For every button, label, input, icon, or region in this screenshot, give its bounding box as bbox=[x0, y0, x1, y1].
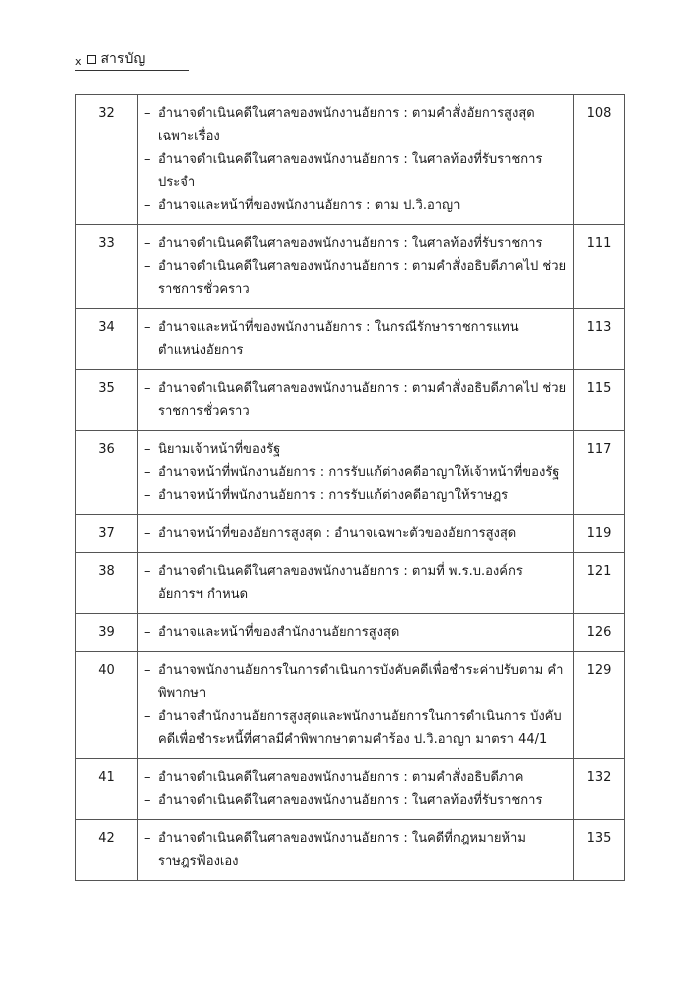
row-number: 41 bbox=[98, 770, 115, 785]
page-number-cell bbox=[574, 820, 625, 881]
bullet-dash-icon: – bbox=[144, 152, 151, 167]
topic-cell bbox=[138, 614, 574, 652]
bullet-dash-icon: – bbox=[144, 663, 151, 678]
bullet-dash-icon: – bbox=[144, 831, 151, 846]
list-item bbox=[144, 102, 567, 148]
table-row bbox=[76, 820, 625, 881]
topic-cell bbox=[138, 309, 574, 370]
list-item bbox=[144, 621, 567, 644]
topic-text: อำนาจและหน้าที่ของพนักงานอัยการ : ในกรณีรักษาราชการแทน ตำแหน่งอัยการ bbox=[158, 320, 519, 358]
list-item bbox=[144, 827, 567, 873]
topic-text: อำนาจหน้าที่พนักงานอัยการ : การรับแก้ต่างคดีอาญาให้เจ้าหน้าที่ของรัฐ bbox=[158, 465, 560, 480]
list-item bbox=[144, 659, 567, 705]
topic-text: อำนาจสำนักงานอัยการสูงสุดและพนักงานอัยการในการดำเนินการ บังคับคดีเพื่อชำระหนี้ที่ศาลมีคำพิพากษาตามคำร้อง ป.วิ.อาญา มาตรา 44/1 bbox=[158, 709, 562, 747]
page-number: 126 bbox=[586, 625, 612, 640]
table-row bbox=[76, 652, 625, 759]
page-number-cell bbox=[574, 370, 625, 431]
row-number: 42 bbox=[98, 831, 115, 846]
page-number-cell bbox=[574, 759, 625, 820]
bullet-dash-icon: – bbox=[144, 770, 151, 785]
table-row bbox=[76, 95, 625, 225]
page-number: 135 bbox=[586, 831, 612, 846]
list-item bbox=[144, 789, 567, 812]
topic-text: อำนาจดำเนินคดีในศาลของพนักงานอัยการ : ในคดีที่กฎหมายห้าม ราษฎรฟ้องเอง bbox=[158, 831, 526, 869]
bullet-dash-icon: – bbox=[144, 625, 151, 640]
list-item bbox=[144, 522, 567, 545]
row-number: 34 bbox=[98, 320, 115, 335]
header-title: สารบัญ bbox=[100, 51, 146, 67]
topic-cell bbox=[138, 652, 574, 759]
toc-body bbox=[76, 95, 625, 881]
topic-text: อำนาจและหน้าที่ของสำนักงานอัยการสูงสุด bbox=[158, 625, 400, 640]
table-row bbox=[76, 614, 625, 652]
bullet-dash-icon: – bbox=[144, 381, 151, 396]
page-number: 119 bbox=[586, 526, 612, 541]
table-row bbox=[76, 553, 625, 614]
bullet-dash-icon: – bbox=[144, 259, 151, 274]
table-row bbox=[76, 431, 625, 515]
bullet-dash-icon: – bbox=[144, 793, 151, 808]
page-number-cell bbox=[574, 515, 625, 553]
page-number-cell bbox=[574, 95, 625, 225]
row-number-cell bbox=[76, 553, 138, 614]
row-number: 37 bbox=[98, 526, 115, 541]
row-number-cell bbox=[76, 652, 138, 759]
topic-text: อำนาจและหน้าที่ของพนักงานอัยการ : ตาม ป.วิ.อาญา bbox=[158, 198, 461, 213]
table-row bbox=[76, 370, 625, 431]
row-number-cell bbox=[76, 225, 138, 309]
table-row bbox=[76, 309, 625, 370]
page-number: 111 bbox=[586, 236, 612, 251]
row-number: 39 bbox=[98, 625, 115, 640]
list-item bbox=[144, 316, 567, 362]
row-number: 35 bbox=[98, 381, 115, 396]
page-number: 129 bbox=[586, 663, 612, 678]
row-number: 40 bbox=[98, 663, 115, 678]
list-item bbox=[144, 255, 567, 301]
list-item bbox=[144, 194, 567, 217]
row-number-cell bbox=[76, 431, 138, 515]
page-number: 113 bbox=[586, 320, 612, 335]
page-number-cell bbox=[574, 225, 625, 309]
list-item bbox=[144, 232, 567, 255]
topic-cell bbox=[138, 515, 574, 553]
page-number: 121 bbox=[586, 564, 612, 579]
page-number-cell bbox=[574, 431, 625, 515]
row-number: 36 bbox=[98, 442, 115, 457]
page-number-cell bbox=[574, 309, 625, 370]
topic-text: อำนาจดำเนินคดีในศาลของพนักงานอัยการ : ตามคำสั่งอัยการสูงสุด เฉพาะเรื่อง bbox=[158, 106, 535, 144]
bullet-dash-icon: – bbox=[144, 442, 151, 457]
topic-text: อำนาจดำเนินคดีในศาลของพนักงานอัยการ : ตามคำสั่งอธิบดีภาคไป ช่วยราชการชั่วคราว bbox=[158, 259, 567, 297]
bullet-dash-icon: – bbox=[144, 320, 151, 335]
row-number: 32 bbox=[98, 106, 115, 121]
topic-cell bbox=[138, 820, 574, 881]
page-number: 115 bbox=[586, 381, 612, 396]
bullet-dash-icon: – bbox=[144, 465, 151, 480]
checkbox-square-icon bbox=[87, 55, 96, 64]
list-item bbox=[144, 705, 567, 751]
row-number-cell bbox=[76, 759, 138, 820]
row-number-cell bbox=[76, 95, 138, 225]
topic-text: อำนาจดำเนินคดีในศาลของพนักงานอัยการ : ในศาลท้องที่รับราชการ bbox=[158, 236, 543, 251]
row-number-cell bbox=[76, 820, 138, 881]
topic-cell bbox=[138, 759, 574, 820]
page-number-cell bbox=[574, 614, 625, 652]
topic-cell bbox=[138, 553, 574, 614]
row-number: 33 bbox=[98, 236, 115, 251]
row-number-cell bbox=[76, 614, 138, 652]
topic-cell bbox=[138, 370, 574, 431]
row-number-cell bbox=[76, 370, 138, 431]
table-row bbox=[76, 759, 625, 820]
bullet-dash-icon: – bbox=[144, 198, 151, 213]
row-number-cell bbox=[76, 309, 138, 370]
topic-text: อำนาจหน้าที่ของอัยการสูงสุด : อำนาจเฉพาะตัวของอัยการสูงสุด bbox=[158, 526, 517, 541]
page-number-cell bbox=[574, 553, 625, 614]
bullet-dash-icon: – bbox=[144, 709, 151, 724]
topic-cell bbox=[138, 95, 574, 225]
page-number-cell bbox=[574, 652, 625, 759]
topic-cell bbox=[138, 431, 574, 515]
row-number: 38 bbox=[98, 564, 115, 579]
topic-text: อำนาจพนักงานอัยการในการดำเนินการบังคับคดีเพื่อชำระค่าปรับตาม คำพิพากษา bbox=[158, 663, 564, 701]
topic-text: อำนาจดำเนินคดีในศาลของพนักงานอัยการ : ตามที่ พ.ร.บ.องค์กร อัยการฯ กำหนด bbox=[158, 564, 523, 602]
row-number-cell bbox=[76, 515, 138, 553]
header-prefix: x bbox=[75, 55, 82, 68]
list-item bbox=[144, 560, 567, 606]
list-item bbox=[144, 377, 567, 423]
topic-text: นิยามเจ้าหน้าที่ของรัฐ bbox=[158, 442, 281, 457]
page-number: 108 bbox=[586, 106, 612, 121]
topic-text: อำนาจดำเนินคดีในศาลของพนักงานอัยการ : ตามคำสั่งอธิบดีภาคไป ช่วยราชการชั่วคราว bbox=[158, 381, 567, 419]
topic-text: อำนาจหน้าที่พนักงานอัยการ : การรับแก้ต่างคดีอาญาให้ราษฎร bbox=[158, 488, 509, 503]
list-item bbox=[144, 766, 567, 789]
bullet-dash-icon: – bbox=[144, 106, 151, 121]
list-item bbox=[144, 484, 567, 507]
page-number: 117 bbox=[586, 442, 612, 457]
list-item bbox=[144, 461, 567, 484]
table-of-contents bbox=[75, 94, 625, 881]
bullet-dash-icon: – bbox=[144, 526, 151, 541]
bullet-dash-icon: – bbox=[144, 236, 151, 251]
topic-text: อำนาจดำเนินคดีในศาลของพนักงานอัยการ : ในศาลท้องที่รับราชการ ประจำ bbox=[158, 152, 543, 190]
topic-text: อำนาจดำเนินคดีในศาลของพนักงานอัยการ : ในศาลท้องที่รับราชการ bbox=[158, 793, 543, 808]
list-item bbox=[144, 438, 567, 461]
list-item bbox=[144, 148, 567, 194]
page-number: 132 bbox=[586, 770, 612, 785]
bullet-dash-icon: – bbox=[144, 564, 151, 579]
topic-text: อำนาจดำเนินคดีในศาลของพนักงานอัยการ : ตามคำสั่งอธิบดีภาค bbox=[158, 770, 524, 785]
bullet-dash-icon: – bbox=[144, 488, 151, 503]
topic-cell bbox=[138, 225, 574, 309]
table-row bbox=[76, 515, 625, 553]
table-row bbox=[76, 225, 625, 309]
page-header bbox=[75, 48, 189, 71]
